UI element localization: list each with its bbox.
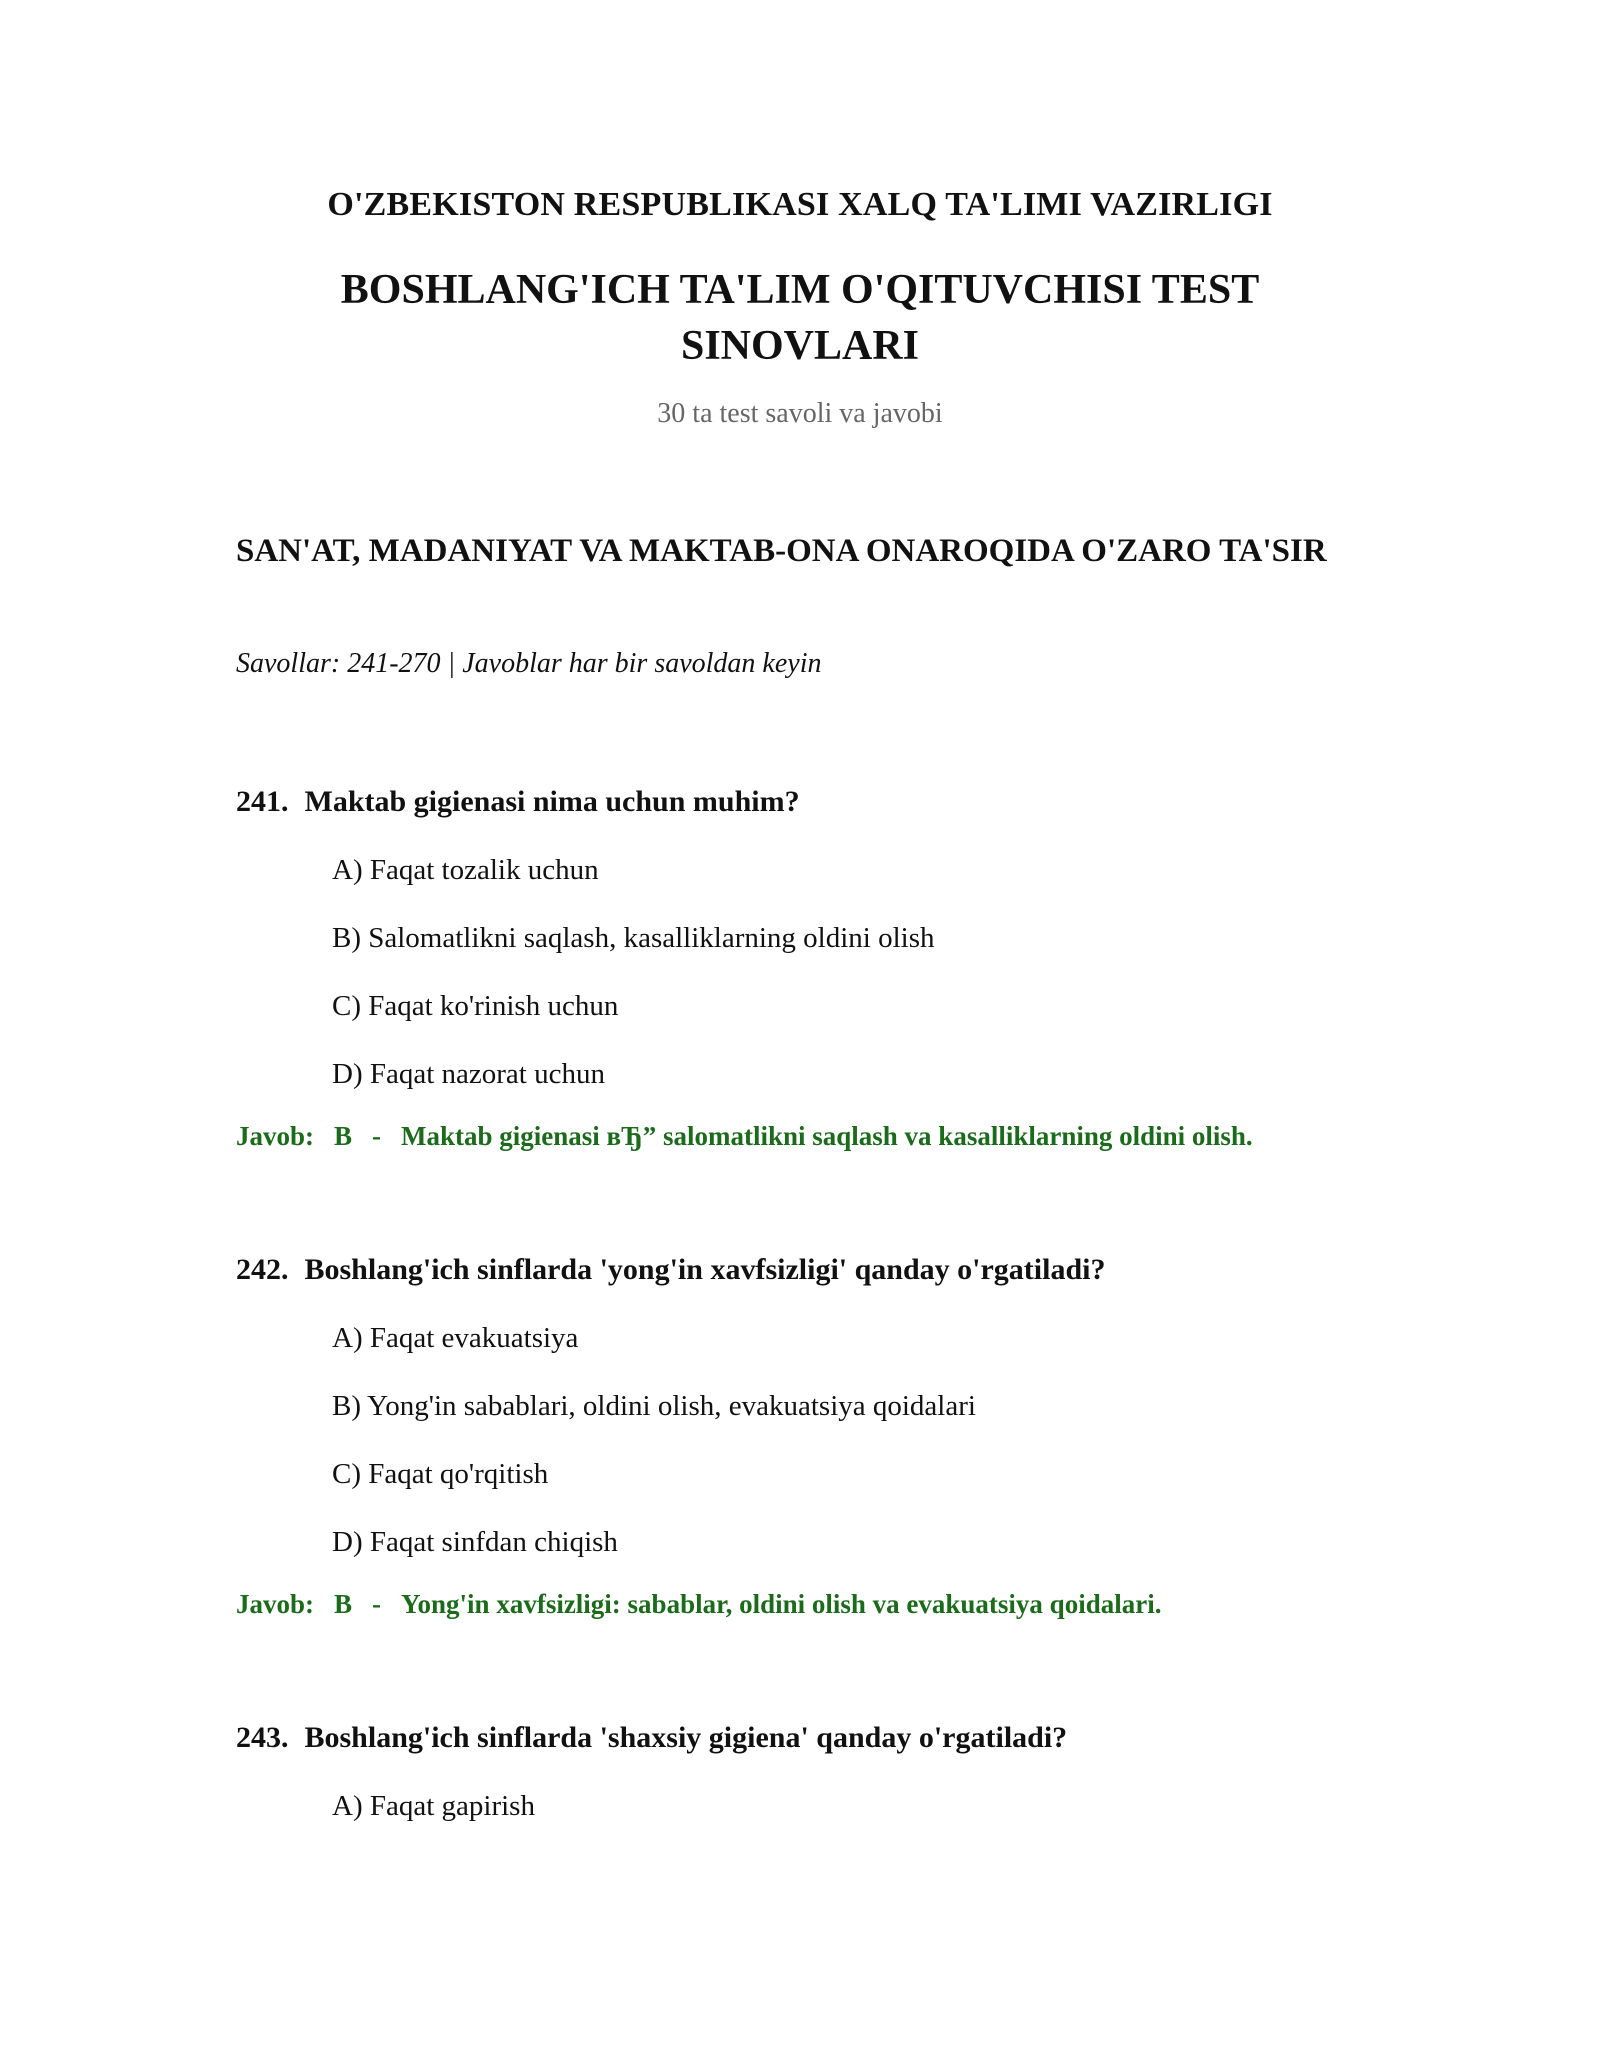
- document-subtitle: 30 ta test savoli va javobi: [657, 398, 943, 429]
- question-number: 243.: [236, 1721, 289, 1754]
- option-a: A) Faqat evakuatsiya: [332, 1322, 579, 1354]
- answer-dash: -: [372, 1121, 382, 1151]
- answer-explanation: Yong'in xavfsizligi: sabablar, oldini olish va evakuatsiya qoidalari.: [401, 1589, 1162, 1619]
- option-b: B) Salomatlikni saqlash, kasalliklarning oldini olish: [332, 922, 935, 954]
- question-line: [236, 1718, 1436, 1758]
- answer-label: Javob:: [236, 1121, 315, 1151]
- option-d: D) Faqat nazorat uchun: [332, 1058, 605, 1090]
- question-text: Maktab gigienasi nima uchun muhim?: [304, 785, 800, 818]
- question-line: [236, 1250, 1436, 1290]
- answer-line: [236, 1586, 1436, 1622]
- answer-label: Javob:: [236, 1589, 315, 1619]
- ministry-heading: O'ZBEKISTON RESPUBLIKASI XALQ TA'LIMI VAZIRLIGI: [327, 186, 1273, 223]
- question-241: [236, 782, 1436, 1154]
- option-b: B) Yong'in sabablari, oldini olish, evakuatsiya qoidalari: [332, 1390, 976, 1422]
- answer-explanation: Maktab gigienasi вЂ” salomatlikni saqlash va kasalliklarning oldini olish.: [401, 1121, 1253, 1151]
- options-list: [236, 1318, 1436, 1590]
- question-text: Boshlang'ich sinflarda 'yong'in xavfsizligi' qanday o'rgatiladi?: [304, 1253, 1106, 1286]
- option-c: C) Faqat ko'rinish uchun: [332, 990, 619, 1022]
- question-number: 241.: [236, 785, 289, 818]
- question-line: [236, 782, 1436, 822]
- section-meta: Savollar: 241-270 | Javoblar har bir savoldan keyin: [236, 648, 822, 679]
- option-d: D) Faqat sinfdan chiqish: [332, 1526, 618, 1558]
- answer-letter: B: [334, 1121, 353, 1151]
- question-242: [236, 1250, 1436, 1622]
- answer-dash: -: [372, 1589, 382, 1619]
- section-title: SAN'AT, MADANIYAT VA MAKTAB-ONA ONAROQIDA O'ZARO TA'SIR: [236, 533, 1327, 569]
- option-c: C) Faqat qo'rqitish: [332, 1458, 549, 1490]
- answer-line: [236, 1118, 1436, 1154]
- document-title: BOSHLANG'ICH TA'LIM O'QITUVCHISI TEST SINOVLARI: [340, 267, 1260, 369]
- question-number: 242.: [236, 1253, 289, 1286]
- question-243: [236, 1718, 1436, 1854]
- options-list: [236, 850, 1436, 1122]
- options-list: [236, 1786, 1436, 1854]
- answer-letter: B: [334, 1589, 353, 1619]
- option-a: A) Faqat gapirish: [332, 1790, 535, 1822]
- option-a: A) Faqat tozalik uchun: [332, 854, 599, 886]
- question-text: Boshlang'ich sinflarda 'shaxsiy gigiena' qanday o'rgatiladi?: [304, 1721, 1068, 1754]
